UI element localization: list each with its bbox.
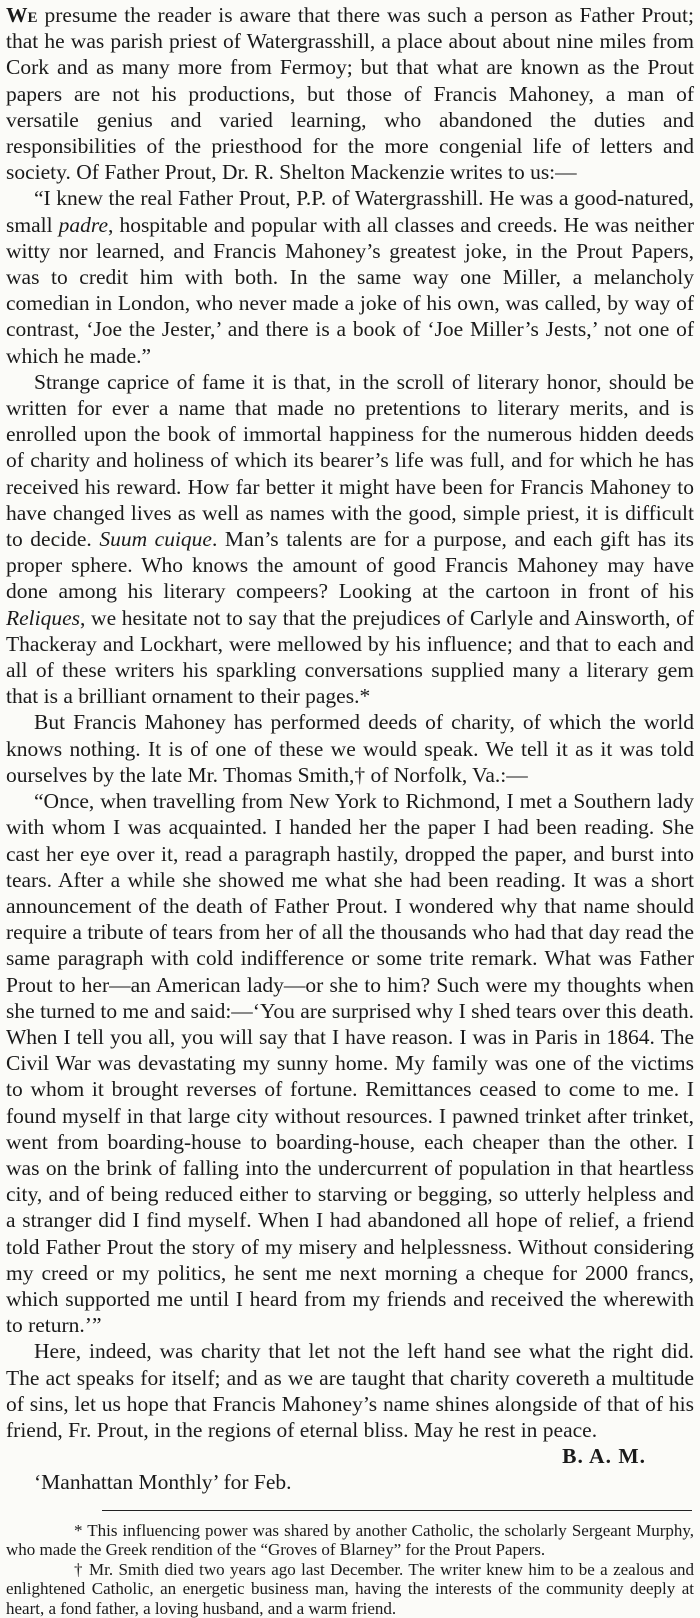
source-line: ‘Manhattan Monthly’ for Feb. [34, 1470, 292, 1495]
para2-part-c: , we hesitate not to say that the prejudices of Carlyle and Ainsworth, of Thackeray and Lockhart, were mellowed by his influence; and that to each and all of these writers his sparkling conversations supplied many a literary gem that is a brilliant ornament to their pages.* [6, 605, 694, 709]
quote1-part-b: , hospitable and popular with all classes and creeds. He was neither witty nor learned, and Francis Mahoney’s greatest joke, in the Prout Papers, was to credit him with both. In the same way one Miller, a melancholy comedian in London, who never made a joke of his own, was called, by way of contrast, ‘Joe the Jester,’ and there is a book of ‘Joe Miller’s Jests,’ not one of which he made.” [6, 212, 694, 368]
intro-paragraph [6, 2, 694, 185]
quote1-italic: padre [58, 212, 109, 237]
footnotes [6, 1521, 694, 1618]
charity-paragraph: But Francis Mahoney has performed deeds of charity, of which the world knows nothing. It is of one of these we would speak. We tell it as it was told ourselves by the late Mr. Thomas Smith,† of Norfolk, Va.:— [6, 710, 694, 787]
caprice-paragraph [6, 369, 694, 710]
closing-paragraph: Here, indeed, was charity that let not the left hand see what the right did. The act speaks for itself; and as we are taught that charity covereth a multitude of sins, let us hope that Francis Mahoney’s name shines alongside of that of his friend, Fr. Prout, in the regions of eternal bliss. May he rest in peace. [6, 1339, 694, 1442]
signature: B. A. M. [562, 1444, 646, 1469]
footnote-star: * This influencing power was shared by another Catholic, the scholarly Sergeant Murphy, who made the Greek rendition of the “Groves of Blarney” for the Prout Papers. [6, 1520, 694, 1560]
drop-word: We [6, 3, 38, 27]
article-body [6, 2, 694, 1496]
footnote-dagger: † Mr. Smith died two years ago last December. The writer knew him to be a zealous and enlightened Catholic, an energetic business man, having the interests of the community deeply at heart, a fond father, a loving husband, and a warm friend. [6, 1559, 694, 1618]
quote1-part-a: “I knew the real Father Prout, P.P. of Watergrasshill. He was a good-natured, small [6, 186, 694, 237]
para2-italic-suum: Suum cuique [99, 527, 212, 552]
signature-row [6, 1443, 694, 1469]
para2-italic-reliques: Reliques [6, 605, 81, 630]
intro-text: presume the reader is aware that there was such a person as Father Prout; that he was parish priest of Watergrasshill, a place about about nine miles from Cork and as many more from Fermoy; but that what are known as the Prout papers are not his productions, but those of Francis Mahoney, a man of versatile genius and varied learning, who abandoned the duties and responsibilities of the priesthood for the more congenial life of letters and society. Of Father Prout, Dr. R. Shelton Mackenzie writes to us:— [6, 3, 694, 185]
para2-part-b: . Man’s talents are for a purpose, and each gift has its proper sphere. Who knows the amount of good Francis Mahoney may have done among his literary compeers? Looking at the cartoon in front of his [6, 527, 694, 604]
footnote-divider [102, 1510, 692, 1511]
para2-part-a: Strange caprice of fame it is that, in the scroll of literary honor, should be written for ever a name that made no pretentions to literary merits, and is enrolled upon the book of immortal happiness for the numerous hidden deeds of charity and holiness of which its bearer’s life was full, and for which he has received his reward. How far better it might have been for Francis Mahoney to have changed lives as well as names with the good, simple priest, it is difficult to decide. [6, 369, 694, 552]
smith-quote: “Once, when travelling from New York to Richmond, I met a Southern lady with whom I was acquainted. I handed her the paper I had been reading. She cast her eye over it, read a paragraph hastily, dropped the paper, and burst into tears. After a while she showed me what she had been reading. It was a short announcement of the death of Father Prout. I wondered why that name should require a tribute of tears from her of all the thousands who had that day read the same paragraph with cold indifference or some trite remark. What was Father Prout to her—an American lady—or she to him? Such were my thoughts when she turned to me and said:—‘You are surprised why I shed tears over this death. When I tell you all, you will say that I have reason. I was in Paris in 1864. The Civil War was devastating my sunny home. My family was one of the victims to whom it brought reverses of fortune. Remittances ceased to come to me. I found myself in that large city without resources. I pawned trinket after trinket, went from boarding-house to boarding-house, each cheaper than the other. I was on the brink of falling into the undercurrent of population in that heartless city, and of being reduced either to starving or begging, so utterly helpless and a stranger did I find myself. When I had abandoned all hope of relief, a friend told Father Prout the story of my misery and helplessness. Without considering my creed or my politics, he sent me next morning a cheque for 2000 francs, which supported me until I heard from my friends and received the wherewith to return.’” [6, 789, 694, 1338]
mackenzie-quote [6, 185, 694, 368]
